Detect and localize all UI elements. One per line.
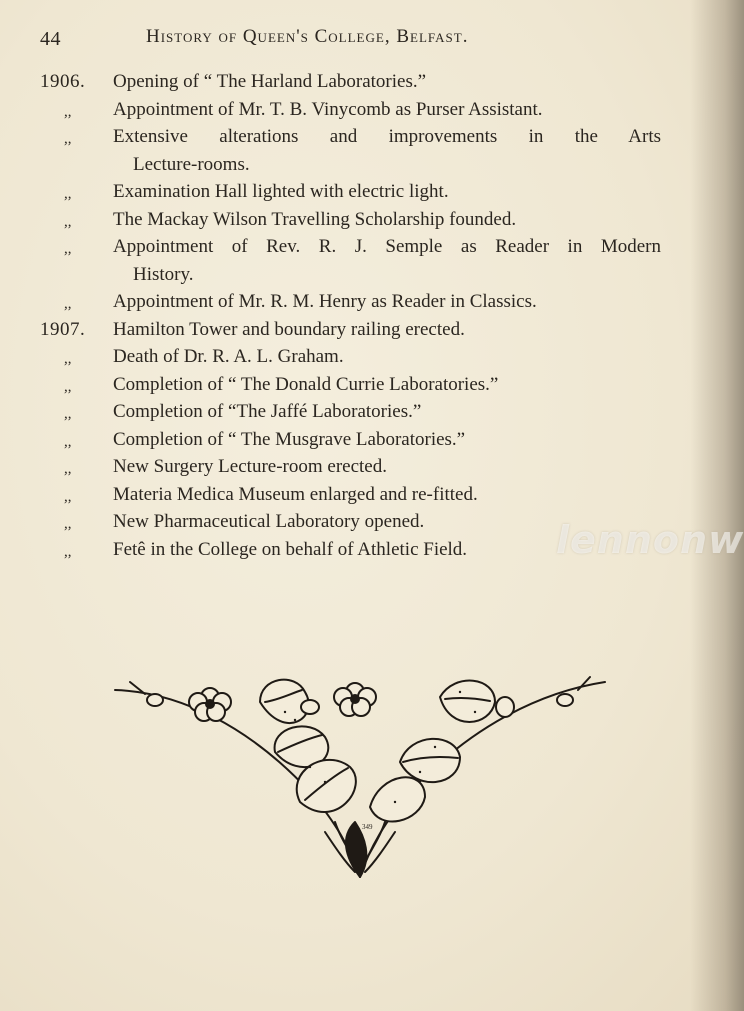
chronology-entry (40, 481, 680, 509)
chronology-entry (40, 178, 680, 206)
chronology-list (40, 68, 680, 563)
ornament-signature: 349 (362, 823, 373, 831)
chronology-entry (40, 398, 680, 426)
ditto-mark: ,, (64, 296, 72, 312)
entry-text: Fetê in the College on behalf of Athletic Field. (113, 538, 468, 560)
ditto-mark: ,, (64, 488, 72, 505)
page-header (40, 22, 560, 52)
ditto-mark: ,, (64, 543, 72, 560)
entry-text: Appointment of Rev. R. J. Semple as Reader in Modern (113, 236, 661, 257)
ditto-mark: ,, (64, 213, 72, 230)
chronology-entry (40, 343, 680, 371)
floral-vignette-icon (110, 672, 610, 887)
entry-text: Completion of “ The Musgrave Laboratories.” (113, 428, 466, 450)
ditto-mark: ,, (64, 351, 72, 367)
entry-text: Completion of “The Jaffé Laboratories.” (113, 401, 422, 422)
ditto-mark: ,, (64, 433, 72, 450)
entry-text: Opening of “ The Harland Laboratories.” (113, 71, 427, 92)
chronology-entry (40, 233, 680, 288)
ditto-mark: ,, (64, 103, 72, 120)
ditto-mark: ,, (64, 378, 72, 395)
chronology-entry (40, 288, 680, 316)
chronology-entry (40, 371, 680, 399)
entry-text-continued: History. (133, 263, 194, 285)
chronology-entry (40, 426, 680, 454)
chronology-entry (40, 453, 680, 481)
ditto-mark: ,, (64, 516, 72, 532)
chronology-entry (40, 206, 680, 234)
ditto-mark: ,, (64, 186, 72, 202)
entry-text: Completion of “ The Donald Currie Laboratories.” (113, 373, 499, 395)
entry-text: Appointment of Mr. R. M. Henry as Reader in Classics. (113, 291, 537, 312)
entry-text: Examination Hall lighted with electric light. (113, 181, 449, 202)
entry-year: 1906. (40, 71, 86, 92)
chronology-entry (40, 316, 680, 344)
entry-text-continued: Lecture-rooms. (133, 153, 250, 175)
entry-text: Appointment of Mr. T. B. Vinycomb as Purser Assistant. (113, 98, 543, 120)
entry-text: New Surgery Lecture-room erected. (113, 456, 387, 477)
entry-text: New Pharmaceutical Laboratory opened. (113, 511, 425, 532)
entry-text: Materia Medica Museum enlarged and re-fitted. (113, 483, 478, 505)
entry-text: Extensive alterations and improvements in the Arts (113, 126, 661, 147)
ditto-mark: ,, (64, 461, 72, 477)
entry-text: The Mackay Wilson Travelling Scholarship founded. (113, 208, 517, 230)
chronology-entry (40, 68, 680, 96)
chronology-entry (40, 123, 680, 178)
chronology-entry (40, 96, 680, 124)
running-title: History of Queen's College, Belfast. (146, 26, 469, 47)
ditto-mark: ,, (64, 241, 72, 257)
entry-year: 1907. (40, 318, 86, 340)
watermark: lennonw (556, 518, 744, 562)
ditto-mark: ,, (64, 131, 72, 147)
entry-text: Death of Dr. R. A. L. Graham. (113, 346, 344, 367)
ditto-mark: ,, (64, 406, 72, 422)
page-number: 44 (40, 28, 61, 50)
entry-text: Hamilton Tower and boundary railing erected. (113, 318, 465, 340)
